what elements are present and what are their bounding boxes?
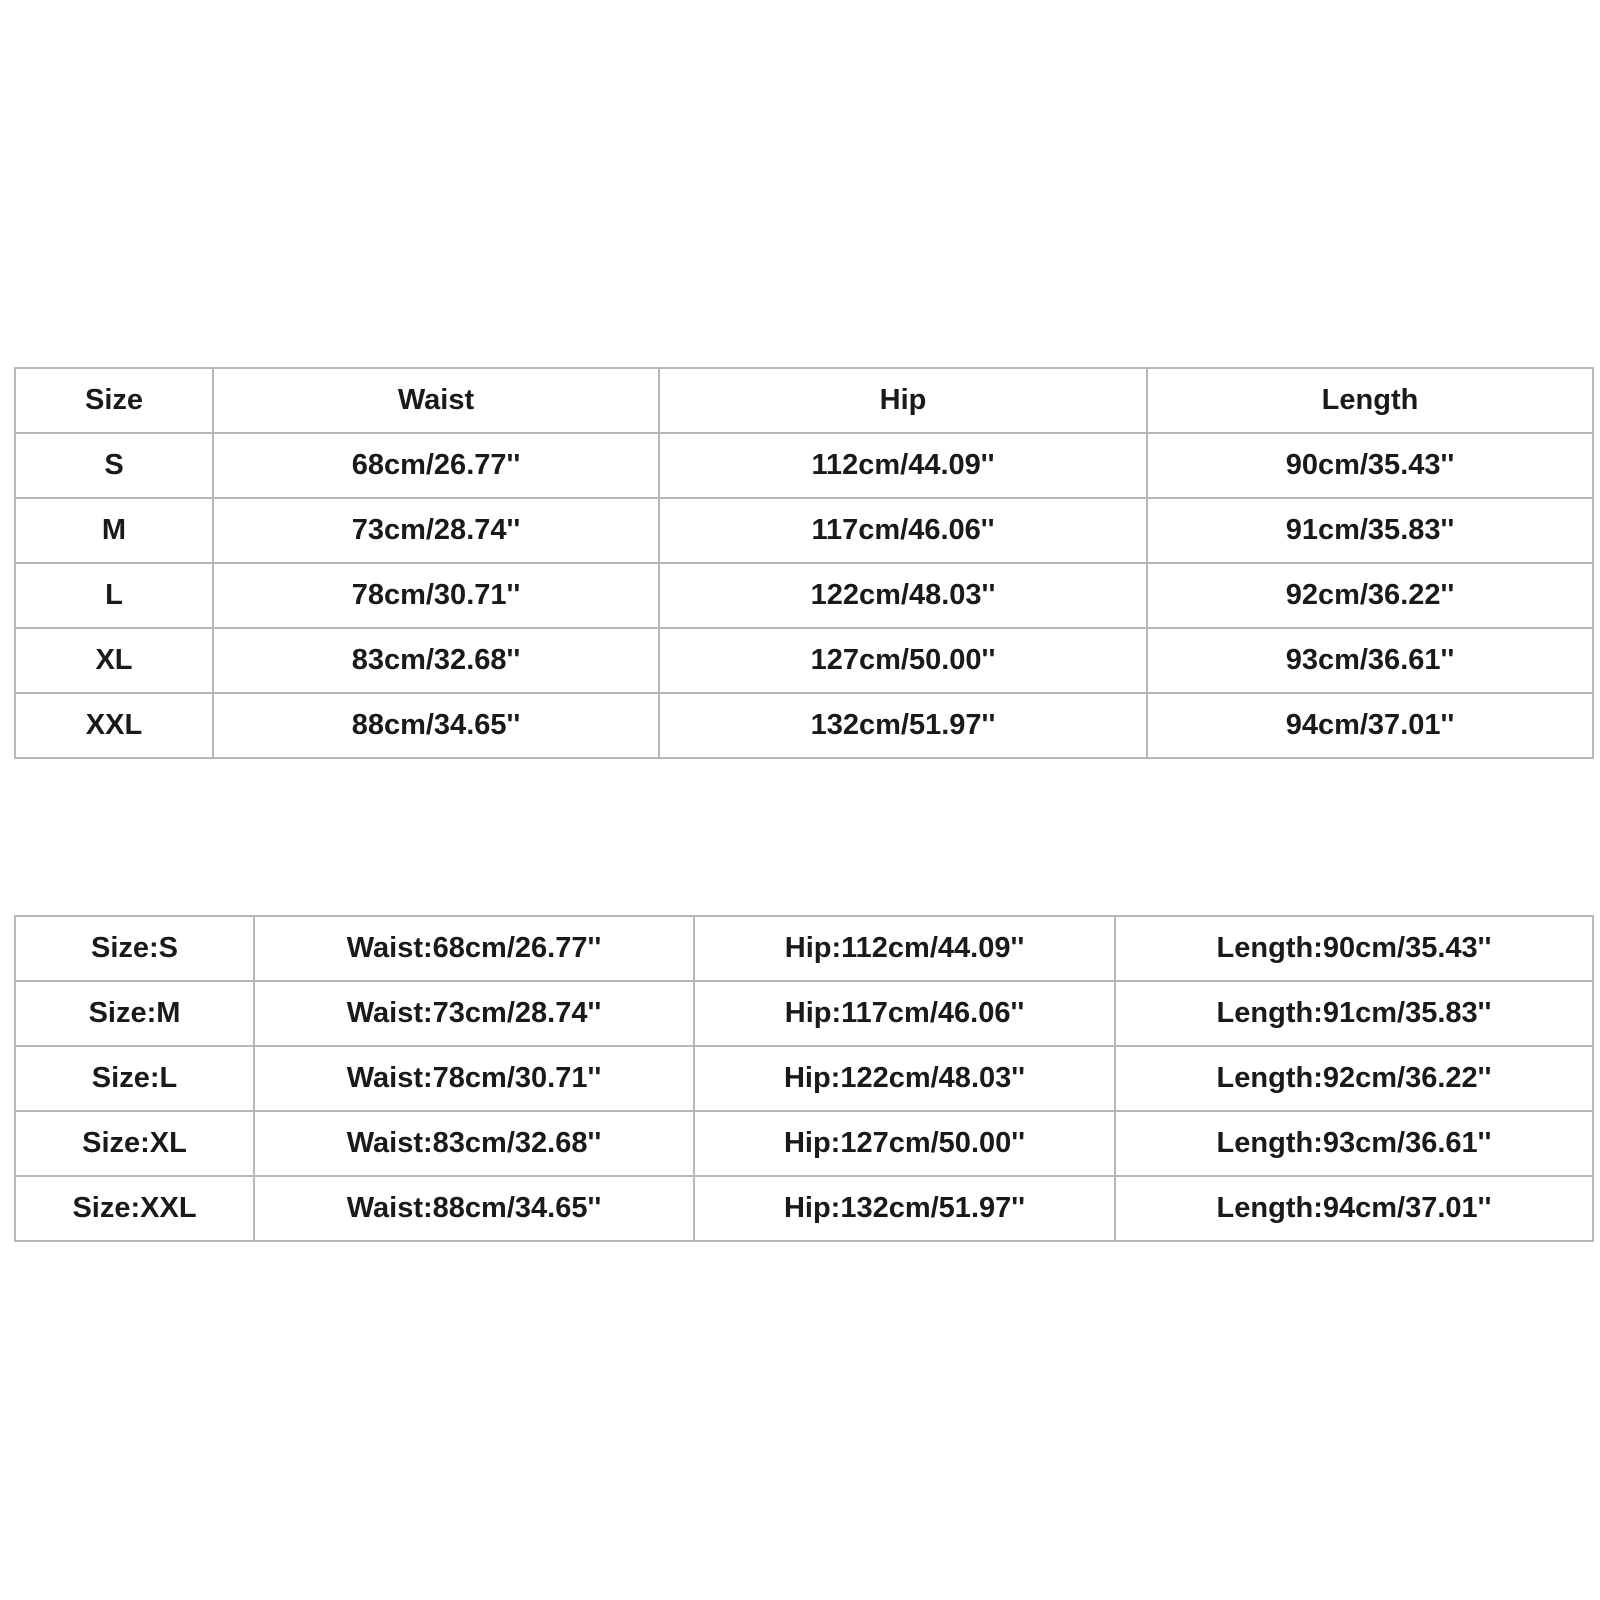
hip-cell: 127cm/50.00'' — [659, 628, 1147, 693]
size-cell: Size:L — [15, 1046, 254, 1111]
waist-cell: 73cm/28.74'' — [213, 498, 659, 563]
waist-cell: Waist:68cm/26.77'' — [254, 916, 694, 981]
length-cell: Length:91cm/35.83'' — [1115, 981, 1593, 1046]
length-cell: Length:90cm/35.43'' — [1115, 916, 1593, 981]
size-cell: L — [15, 563, 213, 628]
hip-cell: Hip:132cm/51.97'' — [694, 1176, 1115, 1241]
size-cell: Size:XL — [15, 1111, 254, 1176]
length-cell: 90cm/35.43'' — [1147, 433, 1593, 498]
table-row — [15, 628, 1593, 693]
length-cell: Length:93cm/36.61'' — [1115, 1111, 1593, 1176]
length-cell: 94cm/37.01'' — [1147, 693, 1593, 758]
waist-cell: Waist:88cm/34.65'' — [254, 1176, 694, 1241]
table-row — [15, 1046, 1593, 1111]
size-cell: Size:S — [15, 916, 254, 981]
size-cell: M — [15, 498, 213, 563]
hip-cell: 112cm/44.09'' — [659, 433, 1147, 498]
size-cell: S — [15, 433, 213, 498]
header-size: Size — [15, 368, 213, 433]
hip-cell: Hip:127cm/50.00'' — [694, 1111, 1115, 1176]
hip-cell: Hip:122cm/48.03'' — [694, 1046, 1115, 1111]
hip-cell: 132cm/51.97'' — [659, 693, 1147, 758]
table-row — [15, 693, 1593, 758]
length-cell: Length:92cm/36.22'' — [1115, 1046, 1593, 1111]
table-row — [15, 563, 1593, 628]
waist-cell: 68cm/26.77'' — [213, 433, 659, 498]
length-cell: 92cm/36.22'' — [1147, 563, 1593, 628]
size-chart-table — [14, 367, 1594, 759]
header-length: Length — [1147, 368, 1593, 433]
size-cell: XL — [15, 628, 213, 693]
waist-cell: 83cm/32.68'' — [213, 628, 659, 693]
table-row — [15, 433, 1593, 498]
hip-cell: 117cm/46.06'' — [659, 498, 1147, 563]
length-cell: 93cm/36.61'' — [1147, 628, 1593, 693]
length-cell: Length:94cm/37.01'' — [1115, 1176, 1593, 1241]
labeled-size-chart-table — [14, 915, 1594, 1242]
table-row — [15, 1111, 1593, 1176]
table-row — [15, 916, 1593, 981]
header-waist: Waist — [213, 368, 659, 433]
hip-cell: Hip:117cm/46.06'' — [694, 981, 1115, 1046]
table-header-row — [15, 368, 1593, 433]
waist-cell: Waist:83cm/32.68'' — [254, 1111, 694, 1176]
size-cell: Size:M — [15, 981, 254, 1046]
length-cell: 91cm/35.83'' — [1147, 498, 1593, 563]
hip-cell: Hip:112cm/44.09'' — [694, 916, 1115, 981]
table-row — [15, 498, 1593, 563]
waist-cell: 88cm/34.65'' — [213, 693, 659, 758]
waist-cell: Waist:73cm/28.74'' — [254, 981, 694, 1046]
waist-cell: 78cm/30.71'' — [213, 563, 659, 628]
hip-cell: 122cm/48.03'' — [659, 563, 1147, 628]
waist-cell: Waist:78cm/30.71'' — [254, 1046, 694, 1111]
size-cell: XXL — [15, 693, 213, 758]
table-row — [15, 1176, 1593, 1241]
size-cell: Size:XXL — [15, 1176, 254, 1241]
table-row — [15, 981, 1593, 1046]
header-hip: Hip — [659, 368, 1147, 433]
